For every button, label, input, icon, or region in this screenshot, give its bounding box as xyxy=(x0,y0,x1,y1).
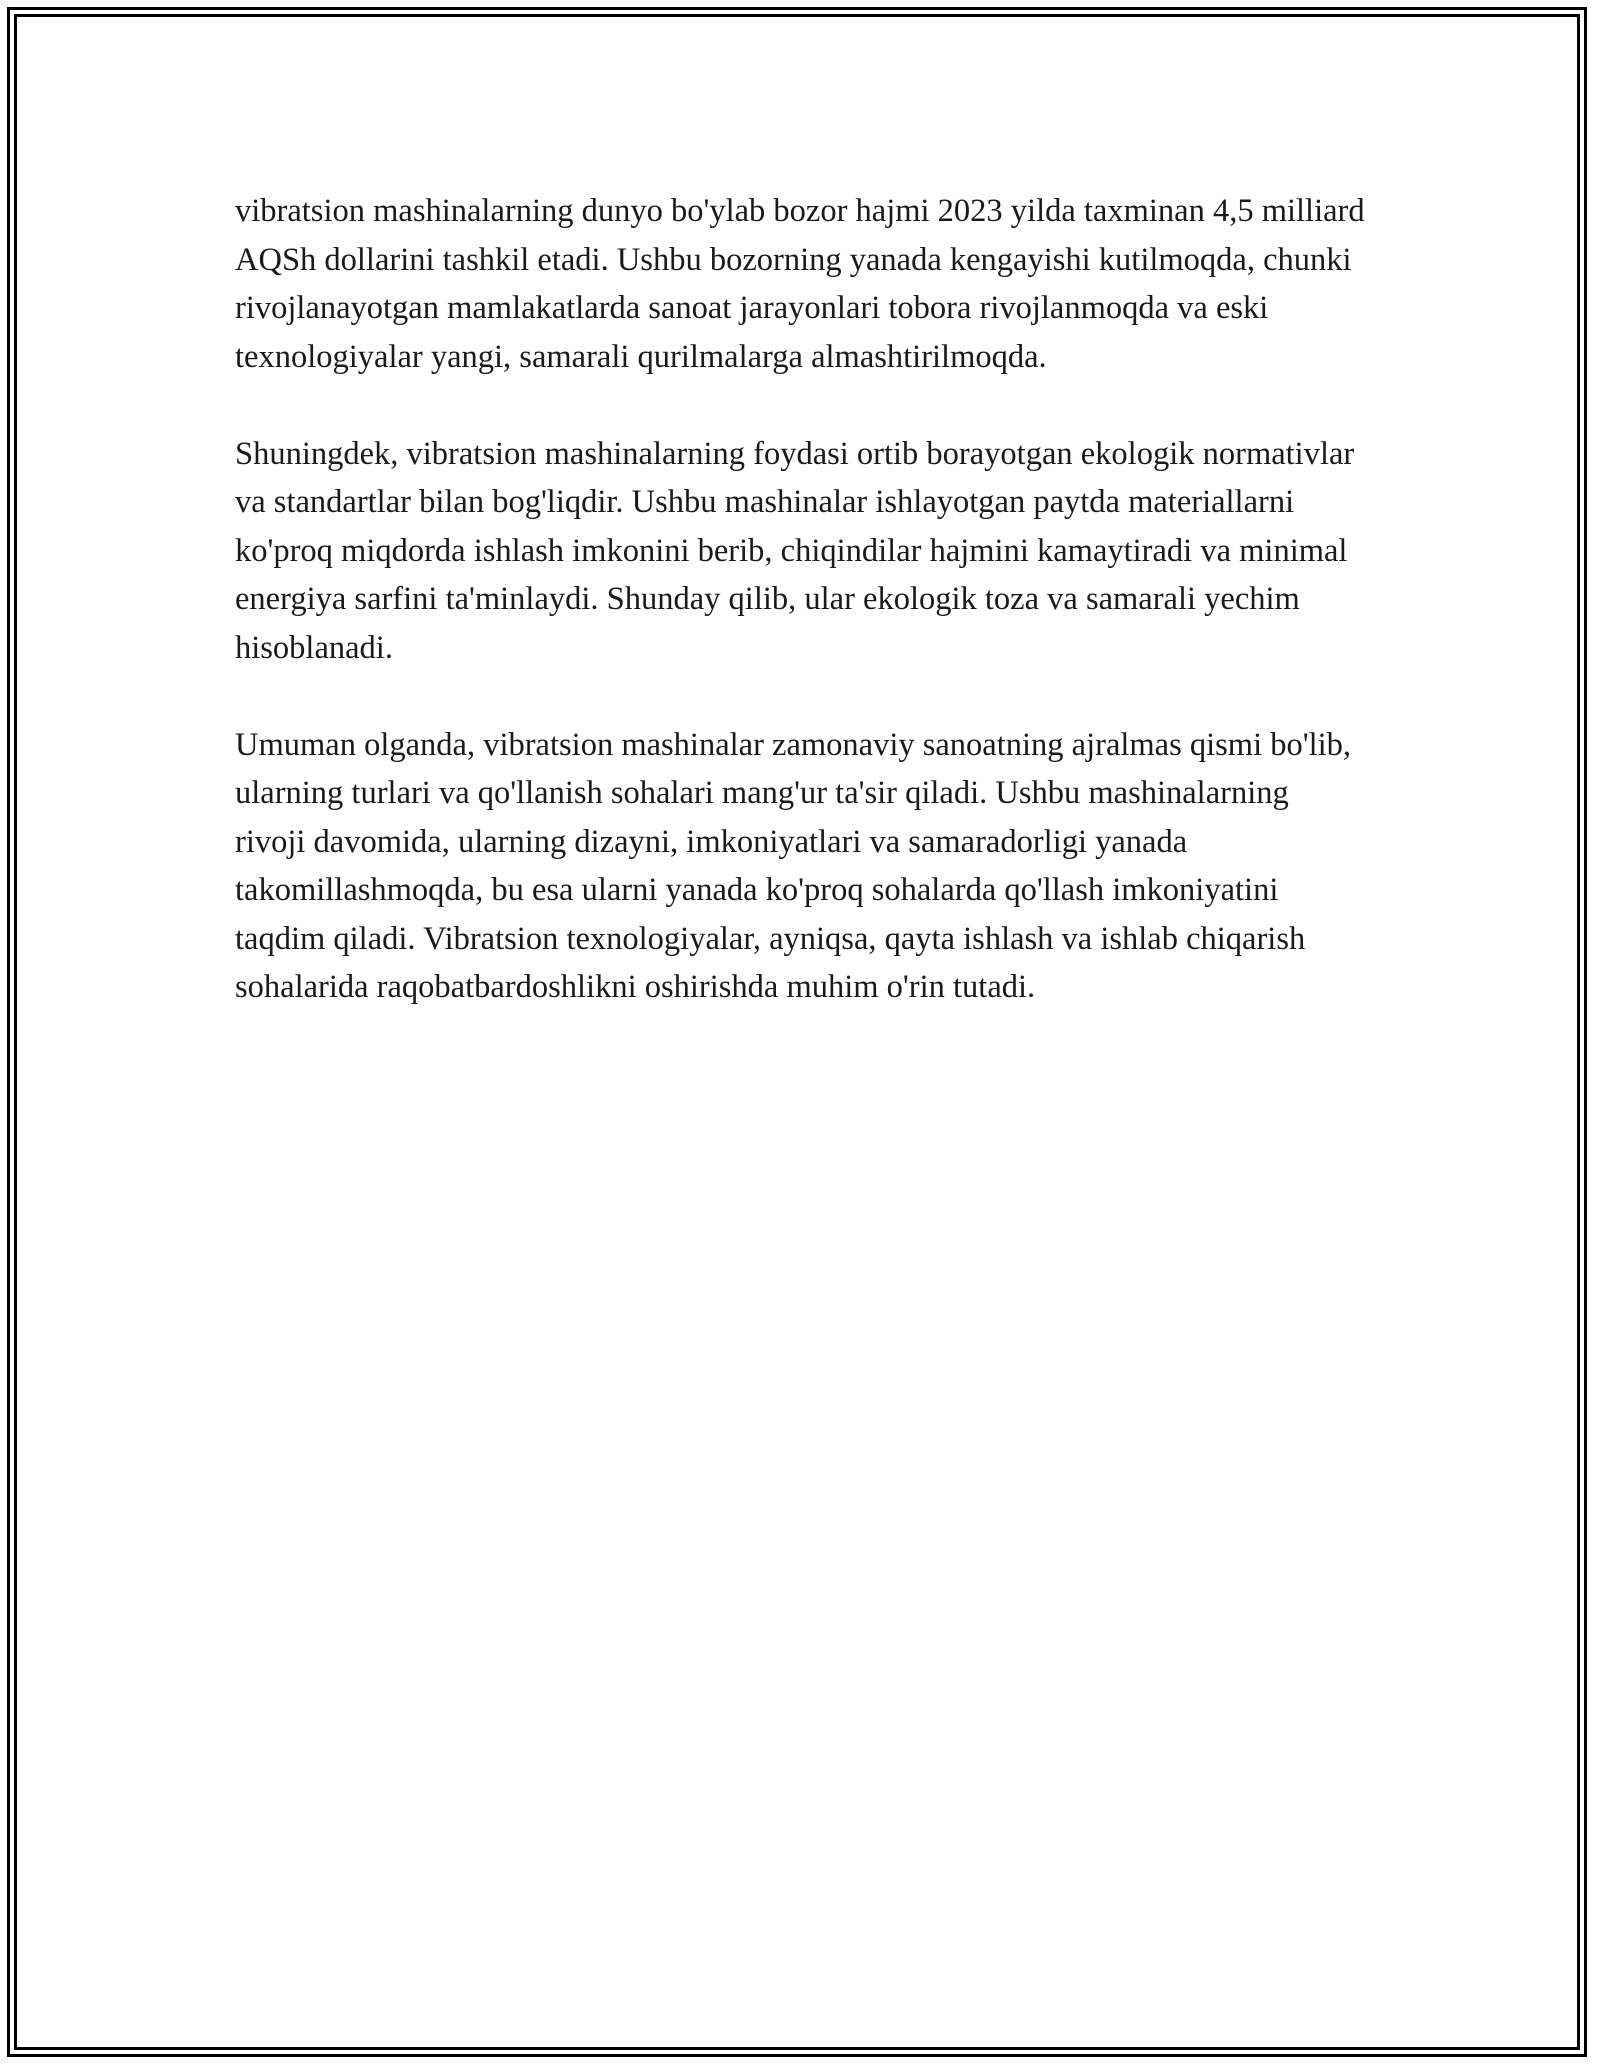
document-body xyxy=(235,187,1365,1060)
paragraph-conclusion: Umuman olganda, vibratsion mashinalar zamonaviy sanoatning ajralmas qismi bo'lib, ularning turlari va qo'llanish sohalari mang'ur ta'sir qiladi. Ushbu mashinalarning rivoji davomida, ularning dizayni, imkoniyatlari va samaradorligi yanada takomillashmoqda, bu esa ularni yanada ko'proq sohalarda qo'llash imkoniyatini taqdim qiladi. Vibratsion texnologiyalar, ayniqsa, qayta ishlash va ishlab chiqarish sohalarida raqobatbardoshlikni oshirishda muhim o'rin tutadi. xyxy=(235,726,1352,1005)
paragraph-ecological-benefits: Shuningdek, vibratsion mashinalarning foydasi ortib borayotgan ekologik normativlar va standartlar bilan bog'liqdir. Ushbu mashinalar ishlayotgan paytda materiallarni ko'proq miqdorda ishlash imkonini berib, chiqindilar hajmini kamaytiradi va minimal energiya sarfini ta'minlaydi. Shunday qilib, ular ekologik toza va samarali yechim hisoblanadi. xyxy=(235,435,1355,666)
paragraph-market-size: vibratsion mashinalarning dunyo bo'ylab bozor hajmi 2023 yilda taxminan 4,5 milliard AQSh dollarini tashkil etadi. Ushbu bozorning yanada kengayishi kutilmoqda, chunki rivojlanayotgan mamlakatlarda sanoat jarayonlari tobora rivojlanmoqda va eski texnologiyalar yangi, samarali qurilmalarga almashtirilmoqda. xyxy=(235,193,1365,375)
